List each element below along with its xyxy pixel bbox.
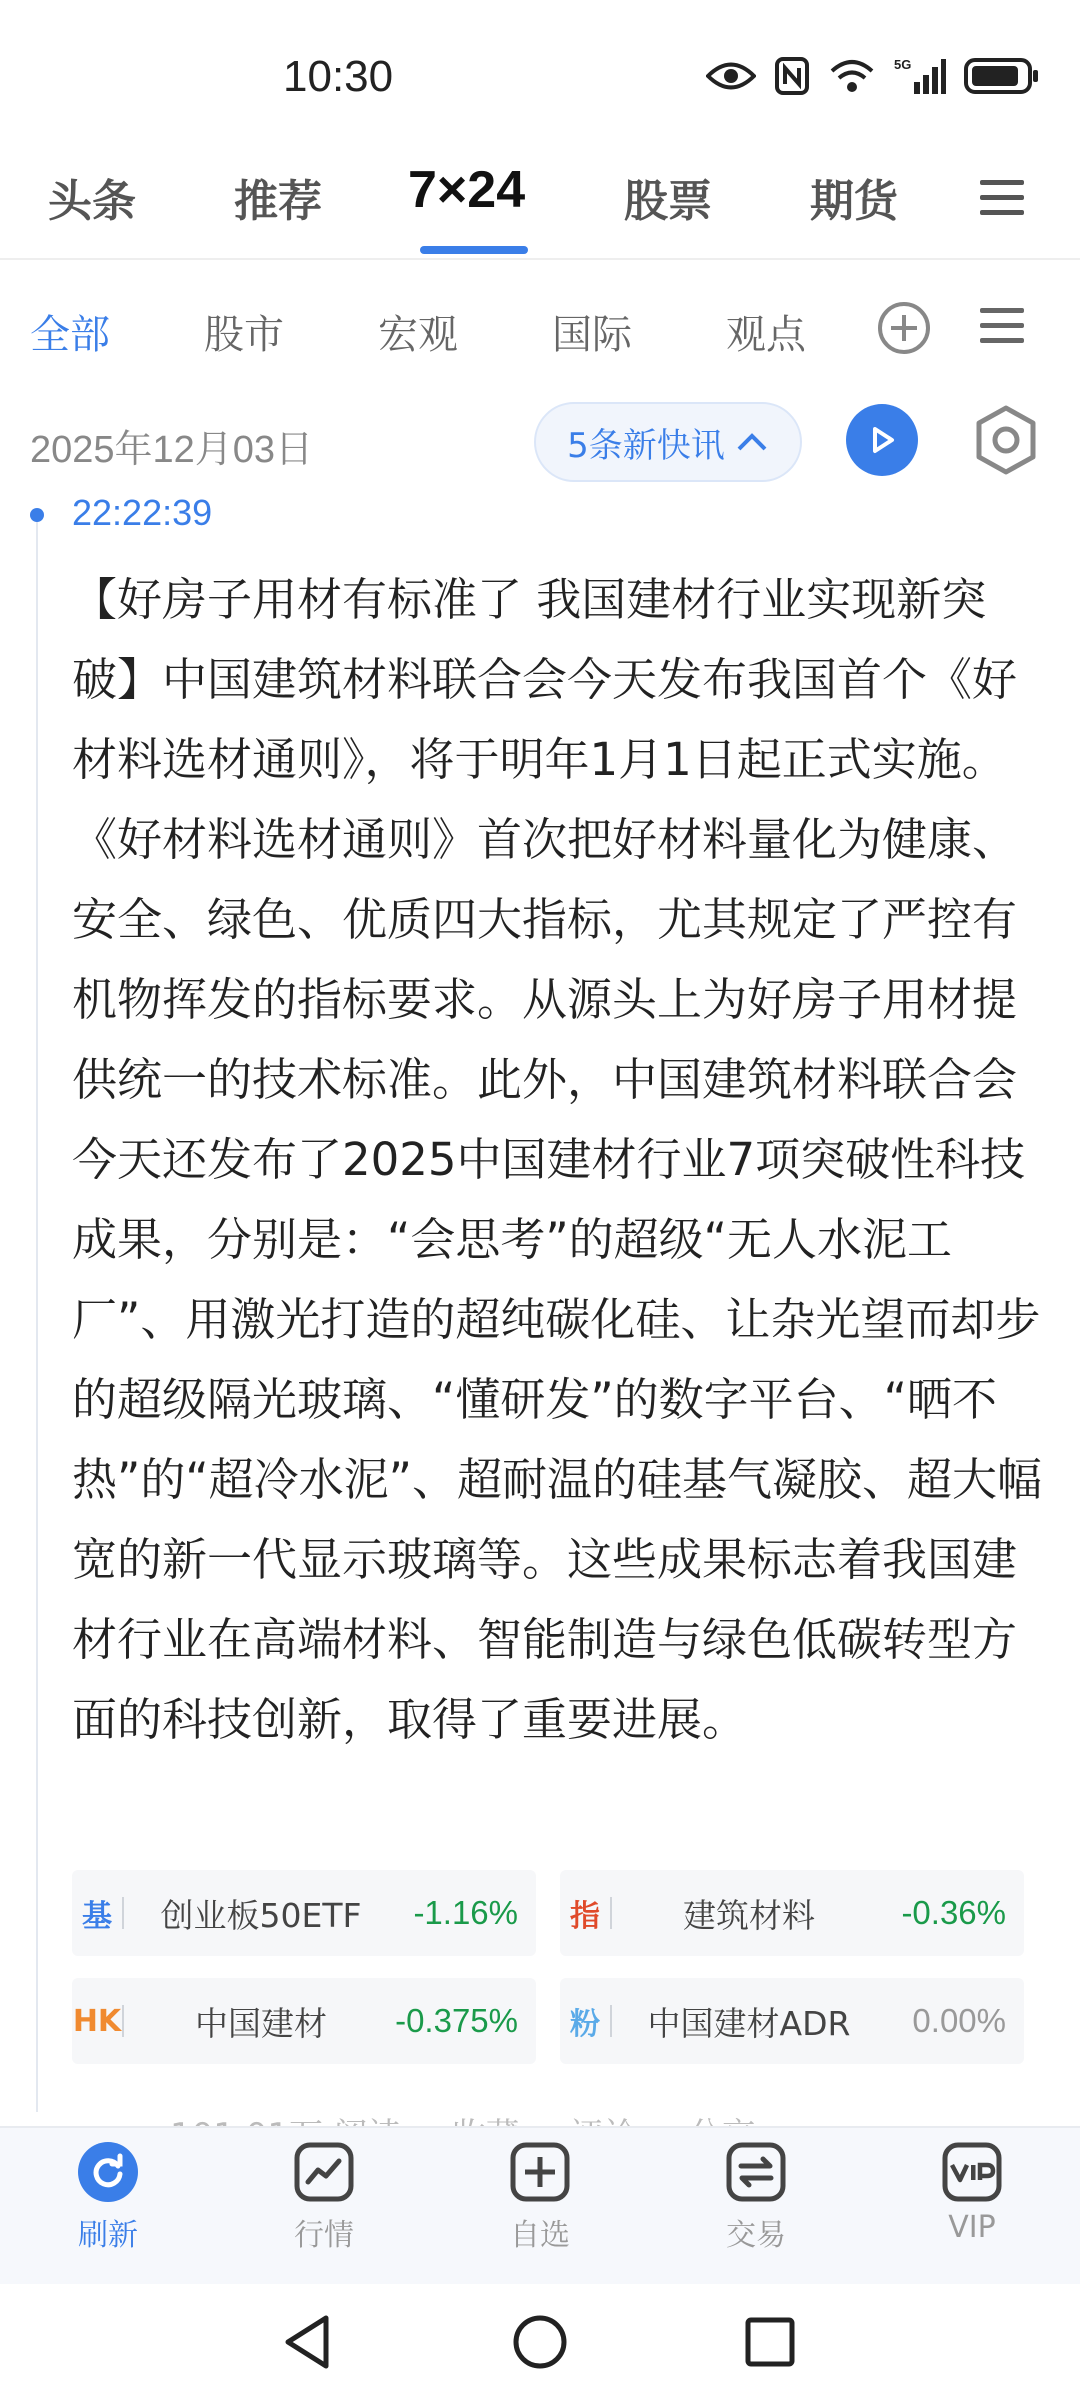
bottom-nav	[0, 2126, 1080, 2286]
status-time: 10:30	[283, 52, 394, 101]
ticker-card[interactable]	[560, 1870, 1024, 1956]
add-channel-icon[interactable]	[876, 300, 932, 356]
eye-icon	[706, 59, 756, 93]
subtab-macro[interactable]: 宏观	[378, 312, 458, 358]
ticker-name: 中国建材ADR	[647, 2003, 851, 2043]
nfc-icon	[774, 56, 810, 96]
signal-type-label: 5G	[894, 57, 912, 72]
tab-headlines[interactable]: 头条	[48, 176, 136, 227]
refresh-icon	[76, 2140, 140, 2204]
tab-stocks[interactable]: 股票	[624, 176, 712, 227]
settings-icon[interactable]	[972, 404, 1040, 476]
nav-market[interactable]	[234, 2140, 414, 2254]
timeline-line	[36, 512, 38, 2112]
ticker-card[interactable]	[72, 1870, 536, 1956]
ticker-change: 0.00%	[912, 2002, 1006, 2039]
add-watchlist-icon	[508, 2140, 572, 2204]
filter-menu-icon[interactable]	[978, 304, 1026, 348]
nav-label: 刷新	[78, 2218, 138, 2253]
battery-icon	[964, 57, 1040, 95]
subtab-international[interactable]: 国际	[552, 312, 632, 358]
tab-futures[interactable]: 期货	[810, 176, 898, 227]
home-icon[interactable]	[510, 2312, 570, 2372]
ticker-divider	[122, 2005, 124, 2037]
subtab-market[interactable]: 股市	[204, 312, 284, 358]
ticker-change: -0.36%	[901, 1894, 1006, 1931]
tab-7x24[interactable]: 7×24	[408, 161, 526, 219]
vip-icon	[940, 2140, 1004, 2204]
new-flash-button[interactable]	[534, 402, 802, 482]
status-bar	[0, 0, 1080, 150]
ticker-divider	[122, 1897, 124, 1929]
feed-date: 2025年12月03日	[30, 429, 314, 471]
ticker-name: 中国建材	[195, 2003, 327, 2043]
ticker-badge: 粉	[570, 2007, 600, 2042]
system-nav-bar	[0, 2284, 1080, 2400]
subtab-opinion[interactable]: 观点	[726, 312, 806, 358]
subtab-all[interactable]: 全部	[30, 312, 110, 358]
ticker-badge: HK	[72, 2003, 122, 2039]
trade-exchange-icon	[724, 2140, 788, 2204]
chevron-up-icon	[735, 431, 769, 453]
nav-label: VIP	[948, 2210, 996, 2245]
nav-label: 行情	[294, 2218, 354, 2253]
market-chart-icon	[292, 2140, 356, 2204]
top-tab-bar	[0, 150, 1080, 260]
news-body[interactable]: 【好房子用材有标准了 我国建材行业实现新突破】中国建筑材料联合会今天发布我国首个《好材料选材通则》，将于明年1月1日起正式实施。《好材料选材通则》首次把好材料量化为健康、安全、绿色、优质四大指标，尤其规定了严控有机物挥发的指标要求。从源头上为好房子用材提供统一的技术标准。此外，中国建筑材料联合会今天还发布了2025中国建材行业7项突破性科技成果，分别是：“会思考”的超级“无人水泥工厂”、用激光打造的超纯碳化硅、让杂光望而却步的超级隔光玻璃、“懂研发”的数字平台、“晒不热”的“超冷水泥”、超耐温的硅基气凝胶、超大幅宽的新一代显示玻璃等。这些成果标志着我国建材行业在高端材料、智能制造与绿色低碳转型方面的科技创新，取得了重要进展。	[72, 573, 1042, 1746]
ticker-name: 建筑材料	[683, 1895, 815, 1935]
play-icon	[867, 425, 897, 455]
play-button[interactable]	[846, 404, 918, 476]
ticker-divider	[610, 2005, 612, 2037]
nav-label: 交易	[726, 2218, 786, 2253]
ticker-card[interactable]	[72, 1978, 536, 2064]
ticker-badge: 指	[570, 1899, 600, 1934]
cellular-signal-icon	[894, 56, 946, 96]
ticker-name: 创业板50ETF	[160, 1895, 362, 1935]
ticker-divider	[610, 1897, 612, 1929]
nav-trade[interactable]	[666, 2140, 846, 2254]
ticker-change: -0.375%	[395, 2002, 518, 2039]
ticker-card[interactable]	[560, 1978, 1024, 2064]
nav-refresh[interactable]	[18, 2140, 198, 2254]
channel-menu-icon[interactable]	[978, 176, 1026, 220]
new-flash-label: 5条新快讯	[567, 425, 725, 466]
status-icons	[706, 56, 1040, 96]
recents-icon[interactable]	[740, 2312, 800, 2372]
tab-recommend[interactable]: 推荐	[234, 176, 322, 227]
ticker-badge: 基	[82, 1899, 112, 1934]
ticker-change: -1.16%	[413, 1894, 518, 1931]
timeline-dot	[30, 508, 44, 522]
nav-vip[interactable]	[882, 2140, 1062, 2245]
sub-tab-bar	[0, 258, 1080, 398]
back-icon[interactable]	[278, 2312, 338, 2372]
nav-label: 自选	[510, 2218, 570, 2253]
news-time: 22:22:39	[72, 492, 213, 533]
nav-watchlist[interactable]	[450, 2140, 630, 2254]
wifi-icon	[828, 57, 876, 95]
active-tab-indicator	[420, 246, 528, 254]
date-row	[0, 398, 1080, 488]
